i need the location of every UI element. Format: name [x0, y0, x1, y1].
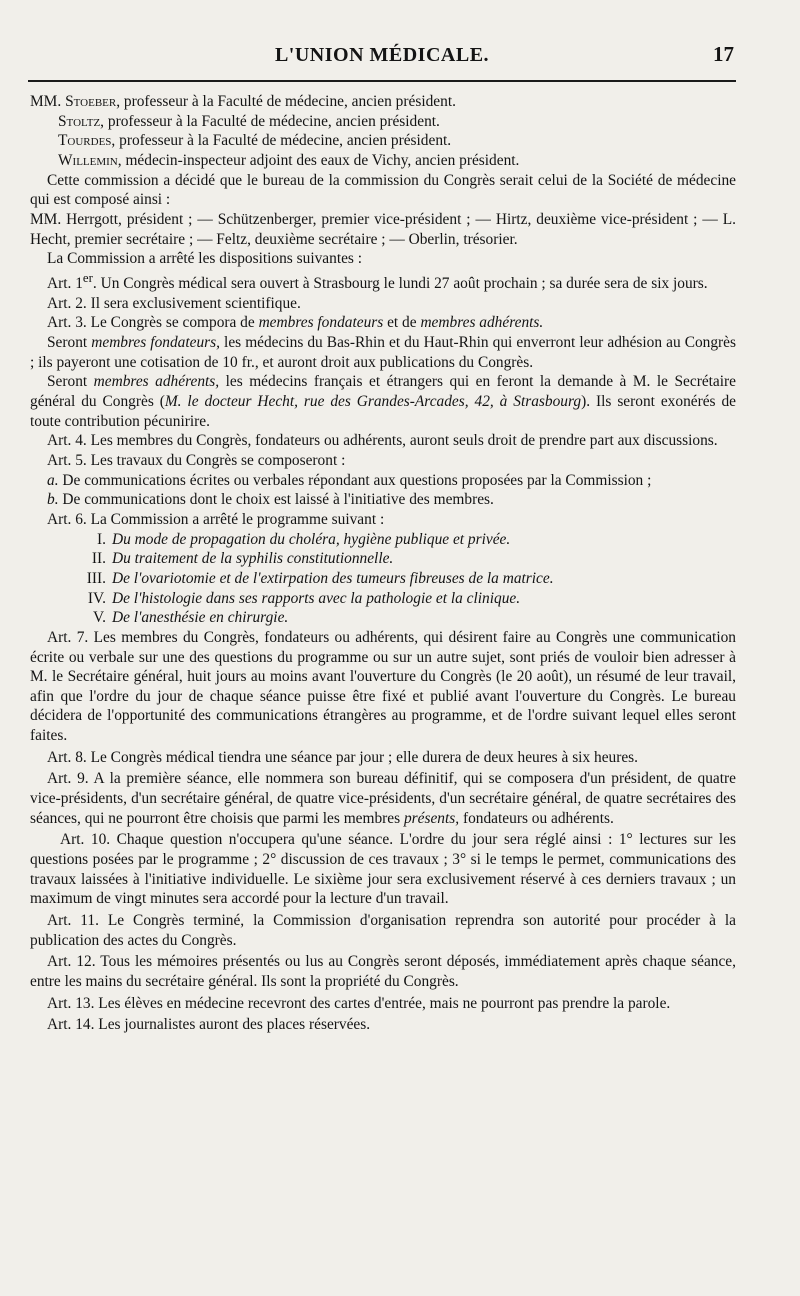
page-number: 17 — [713, 42, 734, 66]
article-5: Art. 5. Les travaux du Congrès se composeront : — [47, 451, 346, 469]
member-name: Willemin — [58, 151, 118, 169]
member-line: MM. Stoeber, professeur à la Faculté de médecine, ancien président. — [30, 93, 456, 110]
article-9: Art. 9. A la première séance, elle nommera son bureau définitif, qui se composera d'un président, de quatre vice-présidents, d'un secrétaire général, de quatre vice-présidents, d'un secrétaire général, de quatre secrétaires des séances, qui ne pourront être choisis que parmi les membres présents, fondateurs ou adhérents. — [30, 770, 736, 827]
list-item: II. Du traitement de la syphilis constitutionnelle. — [91, 550, 394, 568]
article-13: Art. 13. Les élèves en médecine recevront des cartes d'entrée, mais ne pourront pas prendre la parole. — [47, 994, 671, 1012]
article-12: Art. 12. Tous les mémoires présentés ou lus au Congrès seront déposés, immédiatement après chaque séance, entre les mains du secrétaire général. Ils sont la propriété du Congrès. — [30, 953, 736, 990]
article-2: Art. 2. Il sera exclusivement scientifique. — [47, 294, 301, 312]
list-item: IV. De l'histologie dans ses rapports avec la pathologie et la clinique. — [87, 589, 521, 607]
article-5-item-b: b. De communications dont le choix est laissé à l'initiative des membres. — [47, 491, 494, 509]
article-body — [30, 92, 736, 1035]
paragraph: La Commission a arrêté les dispositions suivantes : — [47, 250, 363, 268]
article-11: Art. 11. Le Congrès terminé, la Commission d'organisation reprendra son autorité pour procéder à la publication des actes du Congrès. — [30, 912, 736, 949]
article-8: Art. 8. Le Congrès médical tiendra une séance par jour ; elle durera de deux heures à six heures. — [47, 748, 639, 766]
running-header — [28, 36, 736, 82]
article-4: Art. 4. Les membres du Congrès, fondateurs ou adhérents, auront seuls droit de prendre part aux discussions. — [47, 432, 718, 450]
member-name: Stoltz — [58, 112, 101, 130]
journal-title: L'UNION MÉDICALE. — [274, 44, 490, 66]
program-list — [30, 530, 736, 628]
member-line: Tourdes, professeur à la Faculté de médecine, ancien président. — [58, 132, 452, 150]
article-3: Art. 3. Le Congrès se compora de membres fondateurs et de membres adhérents. — [47, 314, 544, 332]
member-name: Stoeber — [65, 93, 117, 110]
member-line: Stoltz, professeur à la Faculté de médecine, ancien président. — [58, 112, 440, 130]
paragraph: MM. Herrgott, président ; — Schützenberger, premier vice-président ; — Hirtz, deuxième vice-président ; — L. Hecht, premier secrétaire ; — Feltz, deuxième secrétaire ; — Oberlin, trésorier. — [30, 210, 736, 248]
member-line: Willemin, médecin-inspecteur adjoint des eaux de Vichy, ancien président. — [58, 151, 520, 169]
paragraph: Seront membres adhérents, les médecins français et étrangers qui en feront la demande à M. le Secrétaire général du Congrès (M. le docteur Hecht, rue des Grandes-Arcades, 42, à Strasbourg). Ils seront exonérés de toute contribution pécunirire. — [30, 373, 736, 430]
paragraph: Seront membres fondateurs, les médecins du Bas-Rhin et du Haut-Rhin qui enverront leur adhésion au Congrès ; ils payeront une cotisation de 10 fr., et auront droit aux publications du Congrès. — [30, 334, 737, 371]
article-6: Art. 6. La Commission a arrêté le programme suivant : — [47, 510, 385, 528]
article-5-item-a: a. De communications écrites ou verbales répondant aux questions proposées par la Commission ; — [47, 471, 652, 489]
list-item: III. De l'ovariotomie et de l'extirpation des tumeurs fibreuses de la matrice. — [86, 569, 554, 587]
article-1: Art. 1er. Un Congrès médical sera ouvert à Strasbourg le lundi 27 août prochain ; sa durée sera de six jours. — [47, 270, 708, 293]
article-14: Art. 14. Les journalistes auront des places réservées. — [47, 1016, 371, 1034]
article-7: Art. 7. Les membres du Congrès, fondateurs ou adhérents, qui désirent faire au Congrès une communication écrite ou verbale sur une des questions du programme ou sur un autre sujet, sont priés de vouloir bien adresser à M. le Secrétaire général, huit jours au moins avant l'ouverture du Congrès (le 20 août), un résumé de leur travail, afin que l'ordre du jour de chaque séance puisse être fixé et publié avant l'ouverture du Congrès. Le bureau décidera de l'opportunité des communications étrangères au programme, et de l'ordre suivant lequel elles seront faites. — [30, 628, 736, 745]
article-10: Art. 10. Chaque question n'occupera qu'une séance. L'ordre du jour sera réglé ainsi : 1° lectures sur les questions posées par le programme ; 2° discussion de ces travaux ; 3° si le temps le permet, communications des travaux laissées à l'initiative individuelle. Le sixième jour sera exclusivement réservé à ces derniers travaux ; un maximum de vingt minutes sera accordé pour la lecture d'un travail. — [30, 831, 736, 908]
paragraph: Cette commission a décidé que le bureau de la commission du Congrès serait celui de la Société de médecine qui est composé ainsi : — [30, 171, 736, 209]
member-name: Tourdes — [58, 132, 112, 150]
list-item: I. Du mode de propagation du choléra, hygiène publique et privée. — [97, 530, 511, 548]
list-item: V. De l'anesthésie en chirurgie. — [93, 609, 289, 627]
